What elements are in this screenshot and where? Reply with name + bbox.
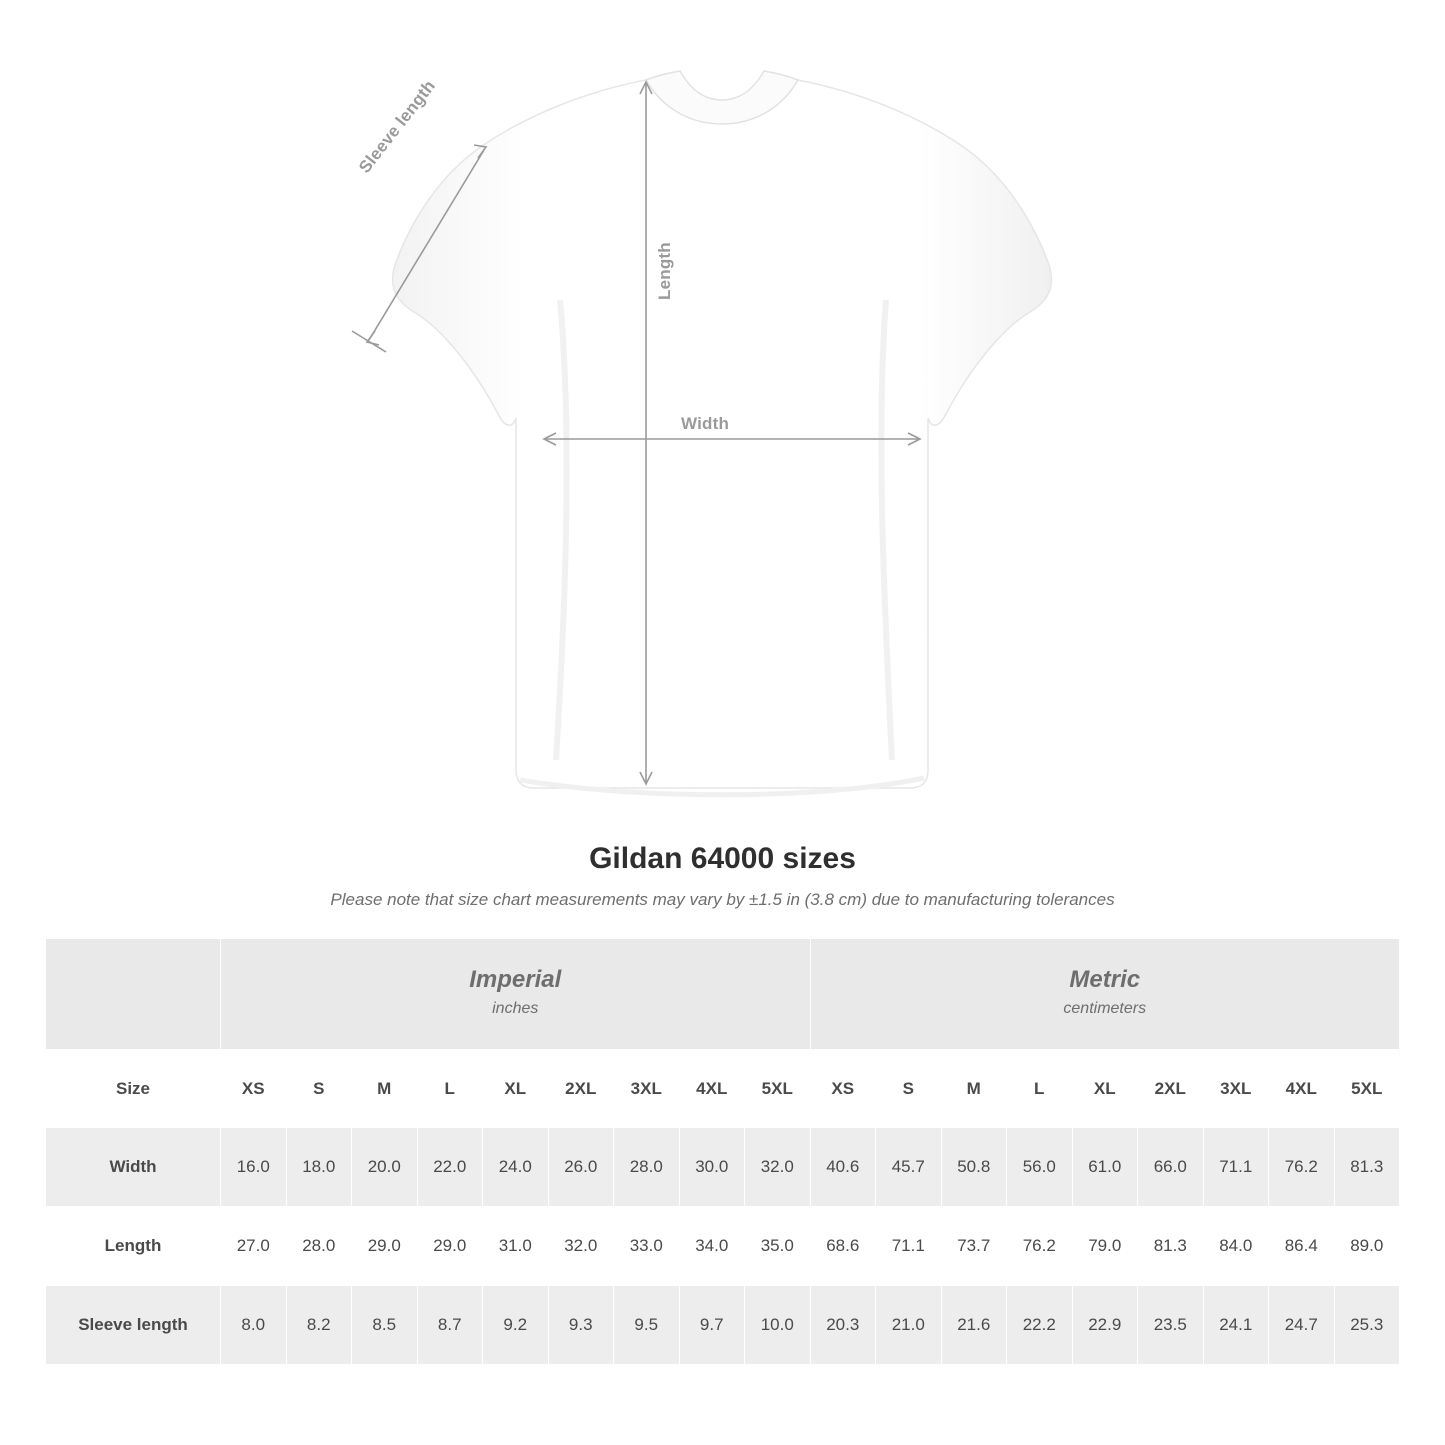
width-val-5: 26.0 [548, 1128, 614, 1207]
tolerance-note: Please note that size chart measurements may vary by ±1.5 in (3.8 cm) due to manufacturing tolerances [330, 890, 1115, 909]
size-col-5: 2XL [548, 1050, 614, 1128]
length-val-0: 27.0 [221, 1207, 287, 1286]
length-val-11: 73.7 [941, 1207, 1007, 1286]
table-row-width [46, 1128, 1400, 1207]
width-val-8: 32.0 [745, 1128, 811, 1207]
unit-name-metric: Metric [1069, 966, 1141, 994]
sleeve-val-13: 22.9 [1072, 1286, 1138, 1365]
size-col-10: S [876, 1050, 942, 1128]
row-label-width: Width [46, 1128, 221, 1207]
sleeve-val-12: 22.2 [1007, 1286, 1073, 1365]
size-col-16: 4XL [1269, 1050, 1335, 1128]
length-val-3: 29.0 [417, 1207, 483, 1286]
width-val-3: 22.0 [417, 1128, 483, 1207]
width-val-17: 81.3 [1334, 1128, 1400, 1207]
length-val-17: 89.0 [1334, 1207, 1400, 1286]
width-val-2: 20.0 [352, 1128, 418, 1207]
width-val-16: 76.2 [1269, 1128, 1335, 1207]
size-col-8: 5XL [745, 1050, 811, 1128]
length-val-10: 71.1 [876, 1207, 942, 1286]
size-col-14: 2XL [1138, 1050, 1204, 1128]
unit-header-spacer [46, 939, 221, 1050]
sleeve-val-2: 8.5 [352, 1286, 418, 1365]
unit-header-metric [810, 939, 1400, 1050]
width-val-10: 45.7 [876, 1128, 942, 1207]
sleeve-val-14: 23.5 [1138, 1286, 1204, 1365]
length-val-2: 29.0 [352, 1207, 418, 1286]
width-val-15: 71.1 [1203, 1128, 1269, 1207]
row-label-sleeve-length: Sleeve length [46, 1286, 221, 1365]
sleeve-val-15: 24.1 [1203, 1286, 1269, 1365]
width-val-11: 50.8 [941, 1128, 1007, 1207]
sleeve-val-5: 9.3 [548, 1286, 614, 1365]
size-col-0: XS [221, 1050, 287, 1128]
sleeve-val-1: 8.2 [286, 1286, 352, 1365]
sleeve-val-9: 20.3 [810, 1286, 876, 1365]
length-val-16: 86.4 [1269, 1207, 1335, 1286]
sleeve-val-0: 8.0 [221, 1286, 287, 1365]
sleeve-val-6: 9.5 [614, 1286, 680, 1365]
sleeve-val-4: 9.2 [483, 1286, 549, 1365]
width-val-6: 28.0 [614, 1128, 680, 1207]
width-val-0: 16.0 [221, 1128, 287, 1207]
sleeve-val-16: 24.7 [1269, 1286, 1335, 1365]
width-val-9: 40.6 [810, 1128, 876, 1207]
unit-header-imperial [221, 939, 811, 1050]
page-title: Gildan 64000 sizes [589, 842, 856, 875]
size-col-15: 3XL [1203, 1050, 1269, 1128]
sleeve-val-10: 21.0 [876, 1286, 942, 1365]
table-row-sleeve-length [46, 1286, 1400, 1365]
length-val-14: 81.3 [1138, 1207, 1204, 1286]
size-col-7: 4XL [679, 1050, 745, 1128]
size-col-4: XL [483, 1050, 549, 1128]
size-col-9: XS [810, 1050, 876, 1128]
size-col-3: L [417, 1050, 483, 1128]
length-val-6: 33.0 [614, 1207, 680, 1286]
size-col-12: L [1007, 1050, 1073, 1128]
length-val-15: 84.0 [1203, 1207, 1269, 1286]
size-col-13: XL [1072, 1050, 1138, 1128]
shirt-body [393, 80, 1052, 788]
length-val-1: 28.0 [286, 1207, 352, 1286]
sleeve-val-17: 25.3 [1334, 1286, 1400, 1365]
width-label: Width [681, 414, 730, 433]
unit-header-row [46, 939, 1400, 1050]
width-val-13: 61.0 [1072, 1128, 1138, 1207]
length-label: Length [655, 242, 674, 300]
sleeve-val-7: 9.7 [679, 1286, 745, 1365]
length-val-9: 68.6 [810, 1207, 876, 1286]
row-label-length: Length [46, 1207, 221, 1286]
sleeve-val-3: 8.7 [417, 1286, 483, 1365]
size-col-11: M [941, 1050, 1007, 1128]
length-val-8: 35.0 [745, 1207, 811, 1286]
width-val-4: 24.0 [483, 1128, 549, 1207]
size-col-2: M [352, 1050, 418, 1128]
unit-sub-metric: centimeters [1063, 1000, 1147, 1018]
unit-sub-imperial: inches [492, 1000, 539, 1018]
width-val-12: 56.0 [1007, 1128, 1073, 1207]
length-val-7: 34.0 [679, 1207, 745, 1286]
size-col-6: 3XL [614, 1050, 680, 1128]
row-header-size: Size [46, 1050, 221, 1128]
unit-name-imperial: Imperial [469, 966, 562, 994]
size-col-17: 5XL [1334, 1050, 1400, 1128]
sleeve-length-label: Sleeve length [355, 76, 440, 177]
length-val-13: 79.0 [1072, 1207, 1138, 1286]
size-header-row [46, 1050, 1400, 1128]
sleeve-val-11: 21.6 [941, 1286, 1007, 1365]
sleeve-val-8: 10.0 [745, 1286, 811, 1365]
size-chart-table-wrapper [45, 938, 1400, 1365]
width-val-1: 18.0 [286, 1128, 352, 1207]
size-col-1: S [286, 1050, 352, 1128]
chart-header [0, 842, 1445, 910]
table-row-length [46, 1207, 1400, 1286]
size-chart-table [45, 938, 1400, 1365]
width-val-7: 30.0 [679, 1128, 745, 1207]
length-val-12: 76.2 [1007, 1207, 1073, 1286]
width-val-14: 66.0 [1138, 1128, 1204, 1207]
length-val-4: 31.0 [483, 1207, 549, 1286]
length-val-5: 32.0 [548, 1207, 614, 1286]
